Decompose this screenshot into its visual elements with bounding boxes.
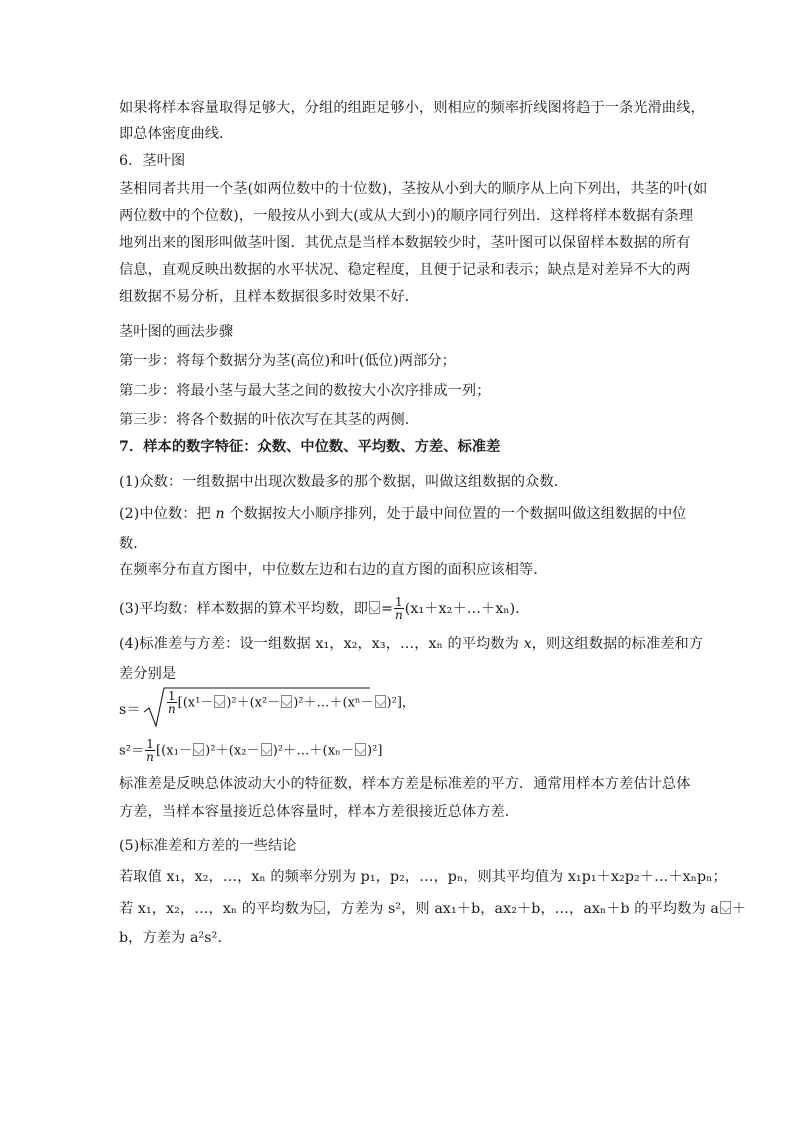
sqrt-formula [142,686,415,730]
text-span: (2)中位数：把 [119,506,216,522]
fraction-numerator: 1 [146,737,154,751]
step-1: 第一步：将每个数据分为茎(高位)和叶(低位)两部分； [119,353,456,369]
paragraph-line: 茎相同者共用一个茎(如两位数中的十位数)，茎按从小到大的顺序从上向下列出，共茎的叶(如 [119,181,708,197]
fraction-denominator: n [167,702,176,716]
x-bar-symbol [355,743,366,756]
median-definition [119,504,687,524]
paragraph-line: 在频率分布直方图中，中位数左边和右边的直方图的面积应该相等． [119,562,548,578]
fraction [167,690,177,716]
mean-definition [119,596,530,622]
fraction-denominator: n [394,608,403,622]
math-x: x [523,636,532,652]
x-bar-symbol [261,743,272,756]
paragraph-line: 地列出来的图形叫做茎叶图．其优点是当样本数据较少时，茎叶图可以保留样本数据的所有 [119,235,691,251]
fraction [394,596,404,622]
s-label: s＝ [119,702,141,718]
paragraph-line: 如果将样本容量取得足够大，分组的组距足够小，则相应的频率折线图将趋于一条光滑曲线， [119,100,705,116]
formula-part: )²＋…＋(xⁿ－ [293,695,374,711]
text-span: (3)平均数：样本数据的算术平均数，即 [119,601,368,617]
paragraph-line: 差分别是 [119,666,177,682]
conclusion-line-1: 若取值 x₁，x₂，…，xₙ 的频率分别为 p₁，p₂，…，pₙ，则其平均值为 x₁p₁＋x₂p₂＋…＋xₙpₙ； [119,869,727,885]
sqrt-content [166,690,415,716]
text-span: ＋ [731,901,747,917]
section-heading-7: 7．样本的数字特征：众数、中位数、平均数、方差、标准差 [119,439,501,455]
sum-expression: (x₁＋x₂＋…＋xₙ)． [404,601,530,617]
text-span: 若 x₁，x₂，…，xₙ 的平均数为 [119,901,314,917]
fraction [145,738,155,764]
variance-formula [119,738,383,764]
conclusion-line-2 [119,899,746,919]
x-bar-symbol [193,743,204,756]
text-span: 个数据按大小顺序排列，处于最中间位置的一个数据叫做这组数据的中位 [224,506,687,522]
text-span: ，则这组数据的标准差和方 [531,636,704,652]
x-bar-symbol [720,901,731,914]
step-2: 第二步：将最小茎与最大茎之间的数按大小次序排成一列； [119,383,491,399]
paragraph-line: 两位数中的个位数)，一般按从小到大(或从大到小)的顺序同行列出．这样将样本数据有条理 [119,208,694,224]
steps-title: 茎叶图的画法步骤 [119,324,234,340]
formula-part: )²＋(x₂－ [205,743,260,759]
x-bar-symbol [214,695,225,708]
section-heading-6: 6．茎叶图 [119,153,186,169]
paragraph-line: 信息，直观反映出数据的水平状况、稳定程度，且便于记录和表示；缺点是对差异不大的两 [119,262,691,278]
x-bar-symbol [314,901,325,914]
section-heading-5: (5)标准差和方差的一些结论 [119,838,297,854]
equals-sign: = [381,601,393,617]
text-span: (4)标准差与方差：设一组数据 x₁，x₂，x₃，…，xₙ 的平均数为 [119,636,524,652]
math-n: n [215,506,225,522]
paragraph-line: 方差，当样本容量接近总体容量时，样本方差很接近总体方差． [119,804,520,820]
formula-part: [(x¹－ [177,695,214,711]
conclusion-line-3: b，方差为 a²s². [119,930,223,946]
fraction-denominator: n [146,750,154,764]
x-bar-symbol [369,601,380,614]
formula-part: [(x₁－ [155,743,193,759]
paragraph-line: 组数据不易分析，且样本数据很多时效果不好． [119,289,420,305]
step-3: 第三步：将各个数据的叶依次写在其茎的两侧． [119,412,420,428]
formula-part: s²＝ [119,743,145,759]
fraction-numerator: 1 [168,689,176,703]
formula-part: )²] [366,743,383,759]
formula-part: )²＋(x²－ [226,695,281,711]
text-span: ，方差为 s²，则 ax₁＋b，ax₂＋b，…，axₙ＋b 的平均数为 a [326,901,719,917]
mode-definition: (1)众数：一组数据中出现次数最多的那个数据，叫做这组数据的众数． [119,474,569,490]
x-bar-symbol [281,695,292,708]
formula-part: )²＋…＋(xₙ－ [272,743,354,759]
fraction-numerator: 1 [395,595,403,609]
sd-definition [119,634,703,654]
paragraph-line: 数． [119,536,148,552]
paragraph-line: 标准差是反映总体波动大小的特征数，样本方差是标准差的平方．通常用样本方差估计总体 [119,776,691,792]
paragraph-line: 即总体密度曲线． [119,126,234,142]
formula-part: )²]， [386,695,415,711]
x-bar-symbol [375,695,386,708]
